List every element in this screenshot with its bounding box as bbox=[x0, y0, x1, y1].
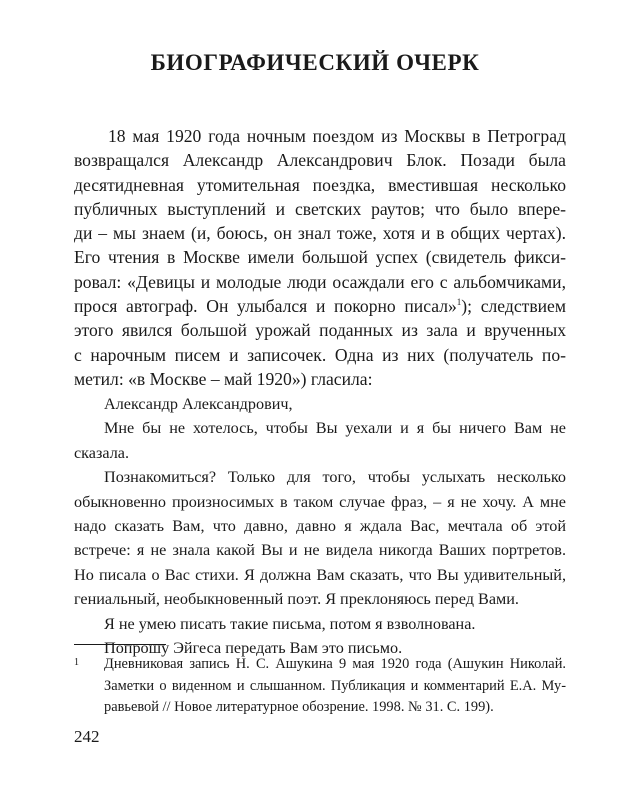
text-line: публичных выступлений и светских раутов; что было впере- bbox=[74, 198, 566, 219]
letter-line: гениальный, необыкновенный поэт. Я преклоняюсь перед Вами. bbox=[74, 590, 519, 609]
footnote-divider bbox=[74, 644, 166, 645]
page-number: 242 bbox=[74, 727, 100, 746]
main-paragraph bbox=[74, 124, 566, 391]
text-segment: прося автограф. Он улыбался и покорно писал» bbox=[74, 296, 457, 317]
quoted-letter bbox=[74, 392, 566, 660]
text-line: ди – мы знаем (и, боюсь, он знал тоже, хотя и в общих чертах). bbox=[74, 223, 566, 244]
letter-line: сказала. bbox=[74, 443, 130, 462]
letter-line: Познакомиться? Только для того, чтобы услыхать несколько bbox=[104, 468, 566, 487]
letter-line: встрече: я не знала какой Вы и не видела никогда Ваших портретов. bbox=[74, 541, 566, 560]
text-line: метил: «в Москве – май 1920») гласила: bbox=[74, 368, 373, 389]
letter-line: обыкновенно произносимых в таком случае фраз, – я не хочу. А мне bbox=[74, 492, 566, 511]
letter-line: надо сказать Вам, что давно, давно я ждала Вас, мечтала об этой bbox=[74, 517, 566, 536]
text-line-with-footnote bbox=[74, 294, 566, 318]
text-line: ровал: «Девицы и молодые люди осаждали его с альбомчиками, bbox=[74, 271, 566, 292]
footnote-reference[interactable]: 1 bbox=[456, 297, 462, 308]
text-line: этого явился большой урожай поданных из зала и врученных bbox=[74, 320, 566, 341]
footnote bbox=[74, 654, 566, 719]
footnote-text bbox=[104, 654, 566, 719]
letter-salutation: Александр Александрович, bbox=[104, 395, 293, 413]
text-line: десятидневная утомительная поездка, вместившая несколько bbox=[74, 174, 566, 195]
letter-line: Попрошу Эйгеса передать Вам это письмо. bbox=[104, 639, 403, 658]
footnote-line: равьевой // Новое литературное обозрение. 1998. № 31. С. 199). bbox=[104, 699, 494, 715]
letter-line: Но писала о Вас стихи. Я должна Вам сказать, что Вы удивительный, bbox=[74, 565, 566, 584]
text-line: с нарочным писем и записочек. Одна из них (получатель по- bbox=[74, 344, 566, 365]
text-line: 18 мая 1920 года ночным поездом из Москвы в Петроград bbox=[108, 126, 566, 146]
footnote-mark: 1 bbox=[74, 657, 79, 668]
letter-line: Я не умею писать такие письма, потом я взволнована. bbox=[104, 614, 476, 633]
text-segment: ); следствием bbox=[461, 296, 566, 317]
letter-line: Мне бы не хотелось, чтобы Вы уехали и я бы ничего Вам не bbox=[104, 419, 566, 438]
footnote-line: Дневниковая запись Н. С. Ашукина 9 мая 1920 года (Ашукин Николай. bbox=[104, 656, 566, 672]
footnote-line: Заметки о виденном и слышанном. Публикация и комментарий Е.А. Му- bbox=[104, 677, 566, 694]
chapter-title: БИОГРАФИЧЕСКИЙ ОЧЕРК bbox=[150, 50, 480, 75]
text-line: Его чтения в Москве имели большой успех (свидетель фикси- bbox=[74, 247, 566, 268]
text-line: возвращался Александр Александрович Блок. Позади была bbox=[74, 150, 566, 171]
